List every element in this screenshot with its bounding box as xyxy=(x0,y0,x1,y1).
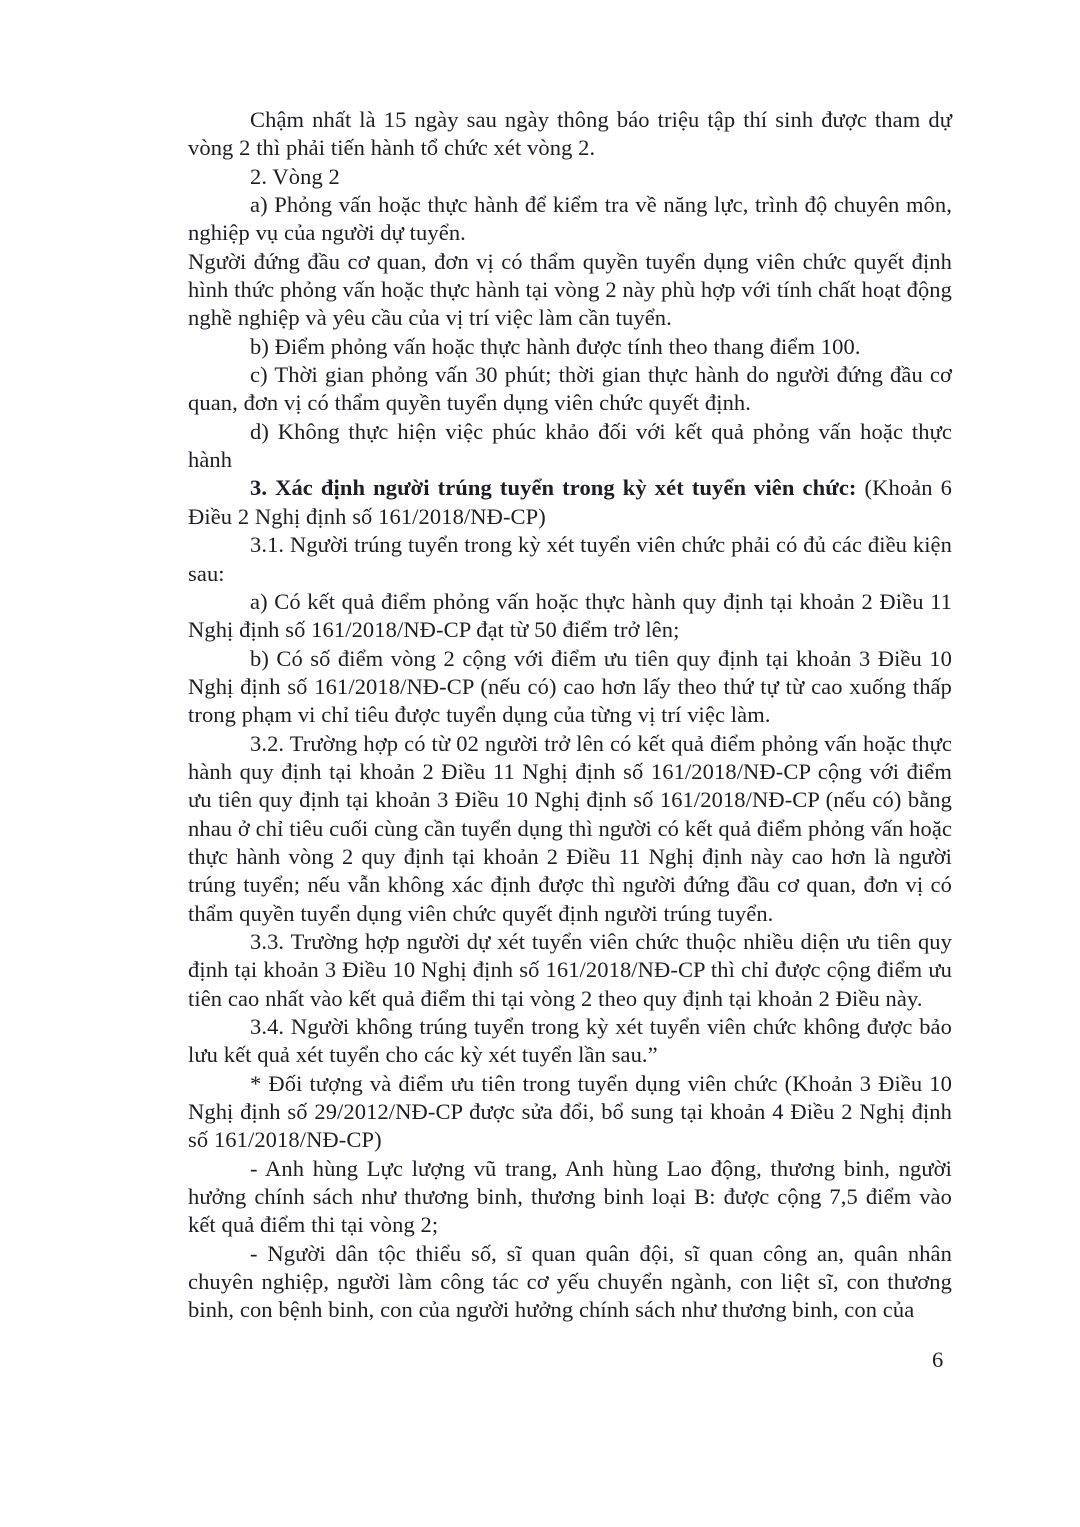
section-3-heading xyxy=(188,474,952,531)
list-item-priority-heroes: - Anh hùng Lực lượng vũ trang, Anh hùng Lao động, thương binh, người hưởng chính sách như thương binh, thương binh loại B: được cộng 7,5 điểm vào kết quả điểm thi tại vòng 2; xyxy=(188,1155,952,1238)
paragraph-3-1-a: a) Có kết quả điểm phỏng vấn hoặc thực hành quy định tại khoản 2 Điều 11 Nghị định số 161/2018/NĐ-CP đạt từ 50 điểm trở lên; xyxy=(188,588,952,643)
paragraph-3-3: 3.3. Trường hợp người dự xét tuyển viên chức thuộc nhiều diện ưu tiên quy định tại khoản 3 Điều 10 Nghị định số 161/2018/NĐ-CP thì chỉ được cộng điểm ưu tiên cao nhất vào kết quả điểm thi tại vòng 2 theo quy định tại khoản 2 Điều này. xyxy=(188,928,952,1011)
paragraph-deadline-round-2: Chậm nhất là 15 ngày sau ngày thông báo triệu tập thí sinh được tham dự vòng 2 thì phải tiến hành tổ chức xét vòng 2. xyxy=(188,107,952,161)
paragraph-3-1-b: b) Có số điểm vòng 2 cộng với điểm ưu tiên quy định tại khoản 3 Điều 10 Nghị định số 161/2018/NĐ-CP (nếu có) cao hơn lấy theo thứ tự từ cao xuống thấp trong phạm vi chỉ tiêu được tuyển dụng của từng vị trí việc làm. xyxy=(188,645,952,728)
paragraph-round-2-b: b) Điểm phỏng vấn hoặc thực hành được tính theo thang điểm 100. xyxy=(250,333,861,359)
paragraph-3-2: 3.2. Trường hợp có từ 02 người trở lên có kết quả điểm phỏng vấn hoặc thực hành quy định tại khoản 2 Điều 11 Nghị định số 161/2018/NĐ-CP cộng với điểm ưu tiên quy định tại khoản 3 Điều 10 Nghị định số 161/2018/NĐ-CP (nếu có) bằng nhau ở chỉ tiêu cuối cùng cần tuyển dụng thì người có kết quả điểm phỏng vấn hoặc thực hành vòng 2 quy định tại khoản 2 Điều 11 Nghị định này cao hơn là người trúng tuyển; nếu vẫn không xác định được thì người đứng đầu cơ quan, đơn vị có thẩm quyền tuyển dụng viên chức quyết định người trúng tuyển. xyxy=(188,730,952,926)
paragraph-round-2-form: Người đứng đầu cơ quan, đơn vị có thẩm quyền tuyển dụng viên chức quyết định hình thức phỏng vấn hoặc thực hành tại vòng 2 này phù hợp với tính chất hoạt động nghề nghiệp và yêu cầu của vị trí việc làm cần tuyển. xyxy=(188,248,952,331)
section-3-heading-bold: 3. Xác định người trúng tuyển trong kỳ xét tuyển viên chức: xyxy=(250,475,857,501)
document-body xyxy=(188,106,952,1325)
paragraph-round-2-d: d) Không thực hiện việc phúc khảo đối với kết quả phỏng vấn hoặc thực hành xyxy=(188,418,952,473)
paragraph-round-2-c: c) Thời gian phỏng vấn 30 phút; thời gian thực hành do người đứng đầu cơ quan, đơn vị có thẩm quyền tuyển dụng viên chức quyết định. xyxy=(188,362,952,416)
paragraph-round-2-a: a) Phỏng vấn hoặc thực hành để kiểm tra về năng lực, trình độ chuyên môn, nghiệp vụ của người dự tuyển. xyxy=(188,192,952,246)
section-3-heading-citation: (Khoản 6 Điều 2 Nghị định số 161/2018/NĐ-CP) xyxy=(188,475,952,529)
page-number: 6 xyxy=(932,1347,944,1372)
paragraph-priority-subjects: * Đối tượng và điểm ưu tiên trong tuyển dụng viên chức (Khoản 3 Điều 10 Nghị định số 29/2012/NĐ-CP được sửa đổi, bổ sung tại khoản 4 Điều 2 Nghị định số 161/2018/NĐ-CP) xyxy=(188,1070,952,1153)
paragraph-3-4: 3.4. Người không trúng tuyển trong kỳ xét tuyển viên chức không được bảo lưu kết quả xét tuyển cho các kỳ xét tuyển lần sau.” xyxy=(188,1014,952,1068)
paragraph-3-1: 3.1. Người trúng tuyển trong kỳ xét tuyển viên chức phải có đủ các điều kiện sau: xyxy=(188,532,952,586)
list-item-priority-minorities: - Người dân tộc thiểu số, sĩ quan quân đội, sĩ quan công an, quân nhân chuyên nghiệp, người làm công tác cơ yếu chuyển ngành, con liệt sĩ, con thương binh, con bệnh binh, con của người hưởng chính sách như thương binh, con của xyxy=(188,1240,952,1323)
heading-round-2: 2. Vòng 2 xyxy=(250,163,340,189)
